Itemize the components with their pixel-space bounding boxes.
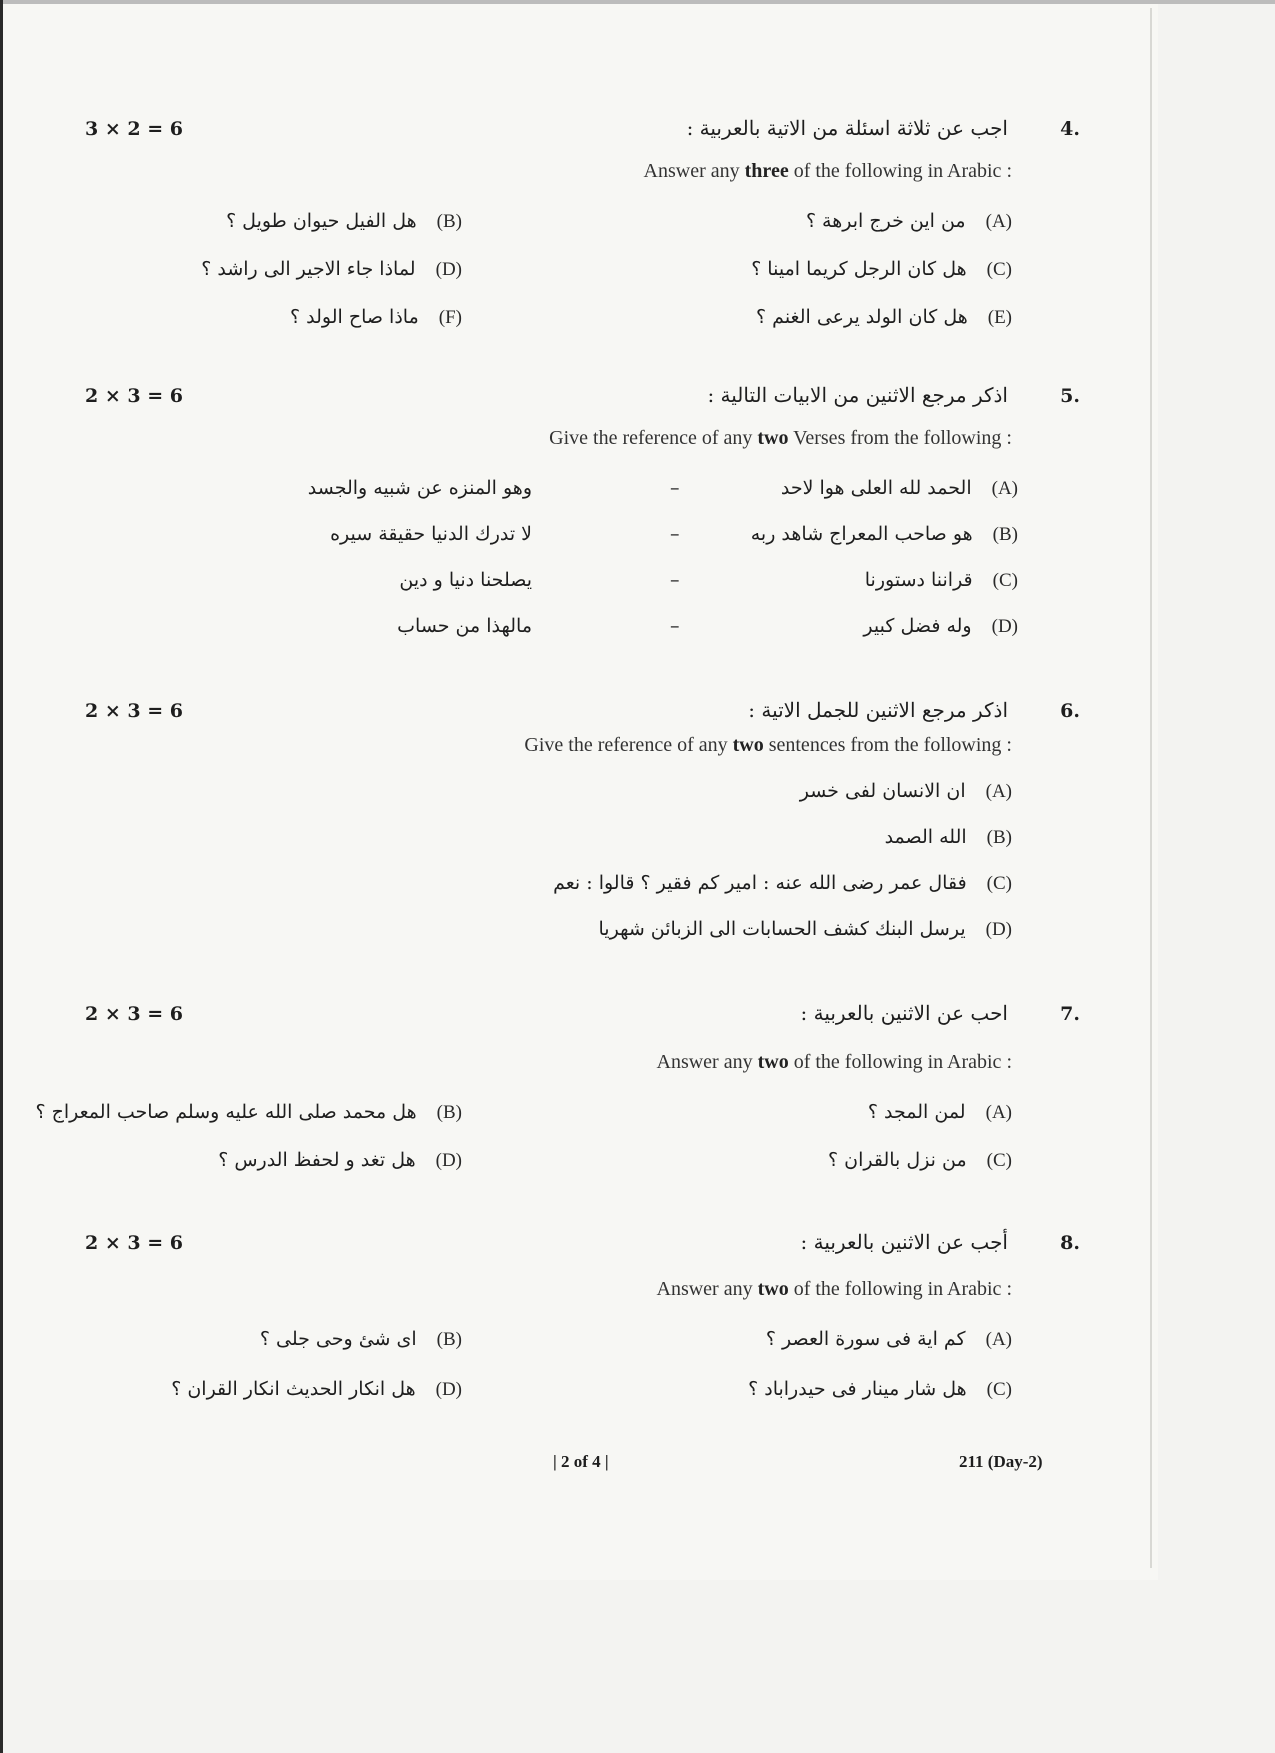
question-number: .4 (1060, 118, 1080, 140)
answer-option: (D)هل انكار الحديث انكار القران ؟ (171, 1378, 462, 1400)
question-english-instruction: Give the reference of any two sentences from the following : (524, 734, 1012, 756)
answer-option: (A)كم اية فى سورة العصر ؟ (765, 1328, 1012, 1350)
answer-option: (B)هل الفيل حيوان طويل ؟ (226, 210, 462, 232)
answer-option: (C)من نزل بالقران ؟ (828, 1149, 1012, 1171)
scan-edge-left (0, 0, 3, 1753)
answer-option: (E)هل كان الولد يرعى الغنم ؟ (756, 306, 1012, 328)
verse-dash: – (670, 523, 680, 545)
scan-edge-right (1150, 8, 1152, 1568)
answer-option: (B)الله الصمد (884, 826, 1012, 848)
answer-option: (C)هل كان الرجل كريما امينا ؟ (751, 258, 1012, 280)
question-english-instruction: Answer any two of the following in Arabic : (656, 1278, 1012, 1300)
answer-option: (D)هل تغد و لحفظ الدرس ؟ (218, 1149, 462, 1171)
answer-option: (A)من اين خرج ابرهة ؟ (805, 210, 1012, 232)
answer-option: (D)يرسل البنك كشف الحسابات الى الزبائن شهريا (598, 918, 1012, 940)
answer-option: (C)فقال عمر رضى الله عنه : امير كم فقير ؟ قالوا : نعم (553, 872, 1012, 894)
answer-option: (A)ان الانسان لفى خسر (799, 780, 1012, 802)
question-marks: 2 × 3 = 6 (85, 700, 183, 722)
question-marks: 2 × 3 = 6 (85, 1003, 183, 1025)
scan-edge-top (0, 0, 1275, 4)
answer-option: (A)لمن المجد ؟ (867, 1101, 1012, 1123)
question-arabic-instruction: اجب عن ثلاثة اسئلة من الاتية بالعربية : (686, 116, 1008, 140)
question-arabic-instruction: اذكر مرجع الاثنين من الابيات التالية : (707, 383, 1008, 407)
verse-second-half: وهو المنزه عن شبيه والجسد (307, 477, 532, 499)
verse-first-half: (B)هو صاحب المعراج شاهد ربه (750, 523, 1018, 545)
question-english-instruction: Answer any three of the following in Arabic : (643, 160, 1012, 182)
answer-option: (C)هل شار مينار فى حيدراباد ؟ (748, 1378, 1012, 1400)
verse-dash: – (670, 569, 680, 591)
verse-first-half: (D)وله فضل كبير (863, 615, 1018, 637)
answer-option: (B)اى شئ وحى جلى ؟ (259, 1328, 462, 1350)
question-number: .7 (1060, 1003, 1080, 1025)
question-number: .5 (1060, 385, 1080, 407)
question-number: .6 (1060, 700, 1080, 722)
verse-dash: – (670, 477, 680, 499)
paper-code: 211 (Day-2) (959, 1452, 1043, 1471)
verse-second-half: مالهذا من حساب (397, 615, 532, 637)
answer-option: (D)لماذا جاء الاجير الى راشد ؟ (201, 258, 462, 280)
page-number: | 2 of 4 | (553, 1452, 609, 1471)
question-marks: 2 × 3 = 6 (85, 385, 183, 407)
verse-second-half: يصلحنا دنيا و دين (399, 569, 532, 591)
question-english-instruction: Answer any two of the following in Arabic : (656, 1051, 1012, 1073)
question-arabic-instruction: اذكر مرجع الاثنين للجمل الاتية : (748, 698, 1008, 722)
question-number: .8 (1060, 1232, 1080, 1254)
question-arabic-instruction: أجب عن الاثنين بالعربية : (800, 1230, 1008, 1254)
verse-first-half: (A)الحمد لله العلى هوا لاحد (780, 477, 1018, 499)
verse-first-half: (C)قراننا دستورنا (864, 569, 1018, 591)
question-arabic-instruction: احب عن الاثنين بالعربية : (800, 1001, 1008, 1025)
question-english-instruction: Give the reference of any two Verses from the following : (549, 427, 1012, 449)
verse-second-half: لا تدرك الدنيا حقيقة سيره (330, 523, 532, 545)
verse-dash: – (670, 615, 680, 637)
question-marks: 2 × 3 = 6 (85, 1232, 183, 1254)
answer-option: (B)هل محمد صلى الله عليه وسلم صاحب المعراج ؟ (35, 1101, 462, 1123)
question-marks: 3 × 2 = 6 (85, 118, 183, 140)
answer-option: (F)ماذا صاح الولد ؟ (290, 306, 462, 328)
